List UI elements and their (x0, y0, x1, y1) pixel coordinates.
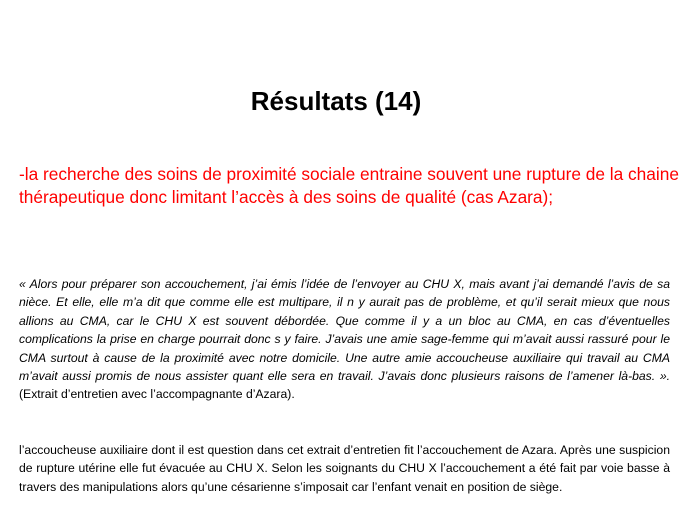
interview-quote (19, 275, 670, 404)
red-bullet-text: -la recherche des soins de proximité sociale entraine souvent une rupture de la chaine thérapeutique donc limitant l’accès à des soins de qualité (cas Azara); (19, 164, 679, 208)
quote-source-text: (Extrait d’entretien avec l’accompagnante d’Azara). (19, 387, 295, 402)
quote-italic-text: « Alors pour préparer son accouchement, j’ai émis l’idée de l’envoyer au CHU X, mais avant j’ai demandé l’avis de sa nièce. Et elle, elle m’a dit que comme elle est multipare, il n y aurait pas de problème, et qu’il serait mieux que nous allions au CMA, car le CHU X est souvent débordée. Que comme il y a un bloc au CMA, en cas d’éventuelles complications la prise en charge pourrait donc s y faire. J’avais une amie sage-femme qui m’avait aussi rassuré pour le CMA surtout à cause de la proximité avec notre domicile. Une autre amie accoucheuse auxiliaire qui travail au CMA m’avait aussi promis de nous assister quant elle sera en travail. J’avais donc plusieurs raisons de l’amener là-bas. ». (19, 277, 670, 384)
slide-title: Résultats (14) (250, 86, 422, 116)
commentary-paragraph: l’accoucheuse auxiliaire dont il est question dans cet extrait d’entretien fit l’accouchement de Azara. Après une suspicion de rupture utérine elle fut évacuée au CHU X. Selon les soignants du CHU X l’accouchement a été fait par voie basse à travers des manipulations alors qu’une césarienne s’imposait car l’enfant venait en position de siège. (19, 443, 670, 494)
